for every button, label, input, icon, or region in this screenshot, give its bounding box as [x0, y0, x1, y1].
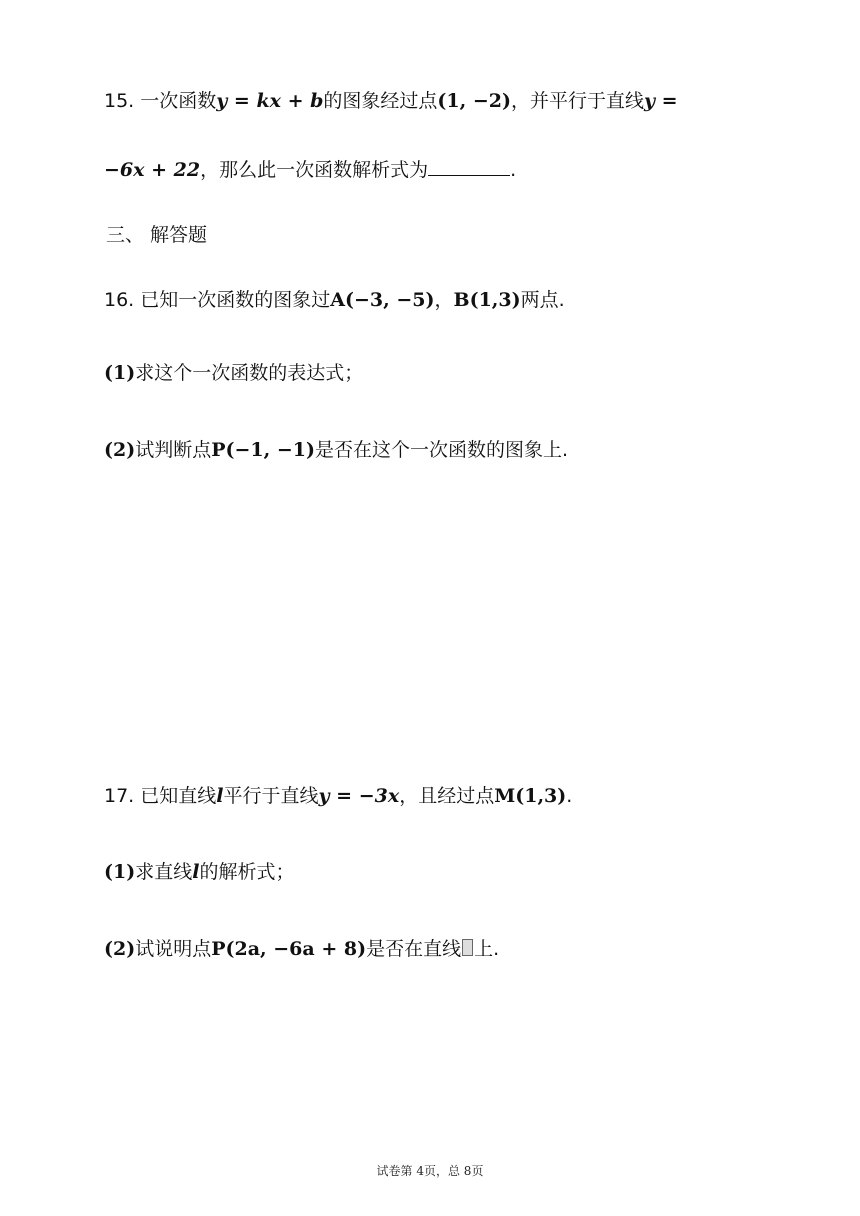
section-heading: 三、 解答题: [106, 224, 208, 246]
page-footer: 试卷第 4页，总 8页: [376, 1164, 484, 1178]
part-text: 求直线: [135, 861, 193, 883]
part-number: (1): [104, 362, 136, 384]
question-17-text: 已知直线: [140, 785, 217, 807]
question-16-number: 16.: [104, 289, 135, 311]
part-text: 试说明点: [135, 938, 212, 960]
question-15-period: .: [510, 159, 517, 181]
question-16-part-1: [104, 360, 363, 386]
question-16-stem: [104, 287, 565, 313]
question-15-math-line-start: y =: [644, 90, 678, 112]
question-16-math-point-p: P(−1, −1): [211, 439, 315, 461]
question-17-math-point-m: M(1,3): [494, 785, 567, 807]
part-number: (1): [104, 861, 136, 883]
question-15-math-function: y = kx + b: [216, 90, 324, 112]
question-15-text: 一次函数: [140, 90, 217, 112]
question-17-text: ，且经过点: [399, 785, 495, 807]
missing-glyph-icon: [462, 939, 473, 956]
question-17-part-2: [104, 936, 499, 962]
question-16-part-2: [104, 437, 568, 463]
question-16-math-point-a: A(−3, −5): [330, 289, 435, 311]
question-17-math-line: y = −3x: [318, 785, 400, 807]
question-15-text: ，那么此一次函数解析式为: [200, 159, 429, 181]
question-15-line-1: [104, 88, 678, 114]
part-number: (2): [104, 938, 136, 960]
question-17-number: 17.: [104, 785, 135, 807]
question-17-math-line-l: l: [192, 861, 200, 883]
part-text: 上.: [474, 938, 500, 960]
question-16-text: 已知一次函数的图象过: [140, 289, 331, 311]
question-17-text: 平行于直线: [223, 785, 319, 807]
question-17-stem: [104, 783, 572, 809]
question-17-part-1: [104, 859, 294, 885]
question-17-math-line-l: l: [216, 785, 224, 807]
part-text: 试判断点: [135, 439, 212, 461]
question-16-text: ，: [434, 289, 454, 311]
question-15-text: ，并平行于直线: [511, 90, 645, 112]
question-16-math-point-b: B(1,3): [453, 289, 521, 311]
part-text: 的解析式；: [199, 861, 295, 883]
question-15-line-2: [104, 157, 516, 183]
question-15-math-point: (1, −2): [437, 90, 511, 112]
part-text: 是否在直线: [366, 938, 462, 960]
answer-blank[interactable]: [428, 157, 510, 176]
question-17-math-point-p: P(2a, −6a + 8): [211, 938, 367, 960]
part-text: 求这个一次函数的表达式；: [135, 362, 364, 384]
question-15-text: 的图象经过点: [323, 90, 438, 112]
part-text: 是否在这个一次函数的图象上.: [315, 439, 569, 461]
part-number: (2): [104, 439, 136, 461]
question-15-number: 15.: [104, 90, 135, 112]
question-16-text: 两点.: [520, 289, 565, 311]
question-15-math-line-end: −6x + 22: [104, 159, 201, 181]
question-17-period: .: [566, 785, 573, 807]
